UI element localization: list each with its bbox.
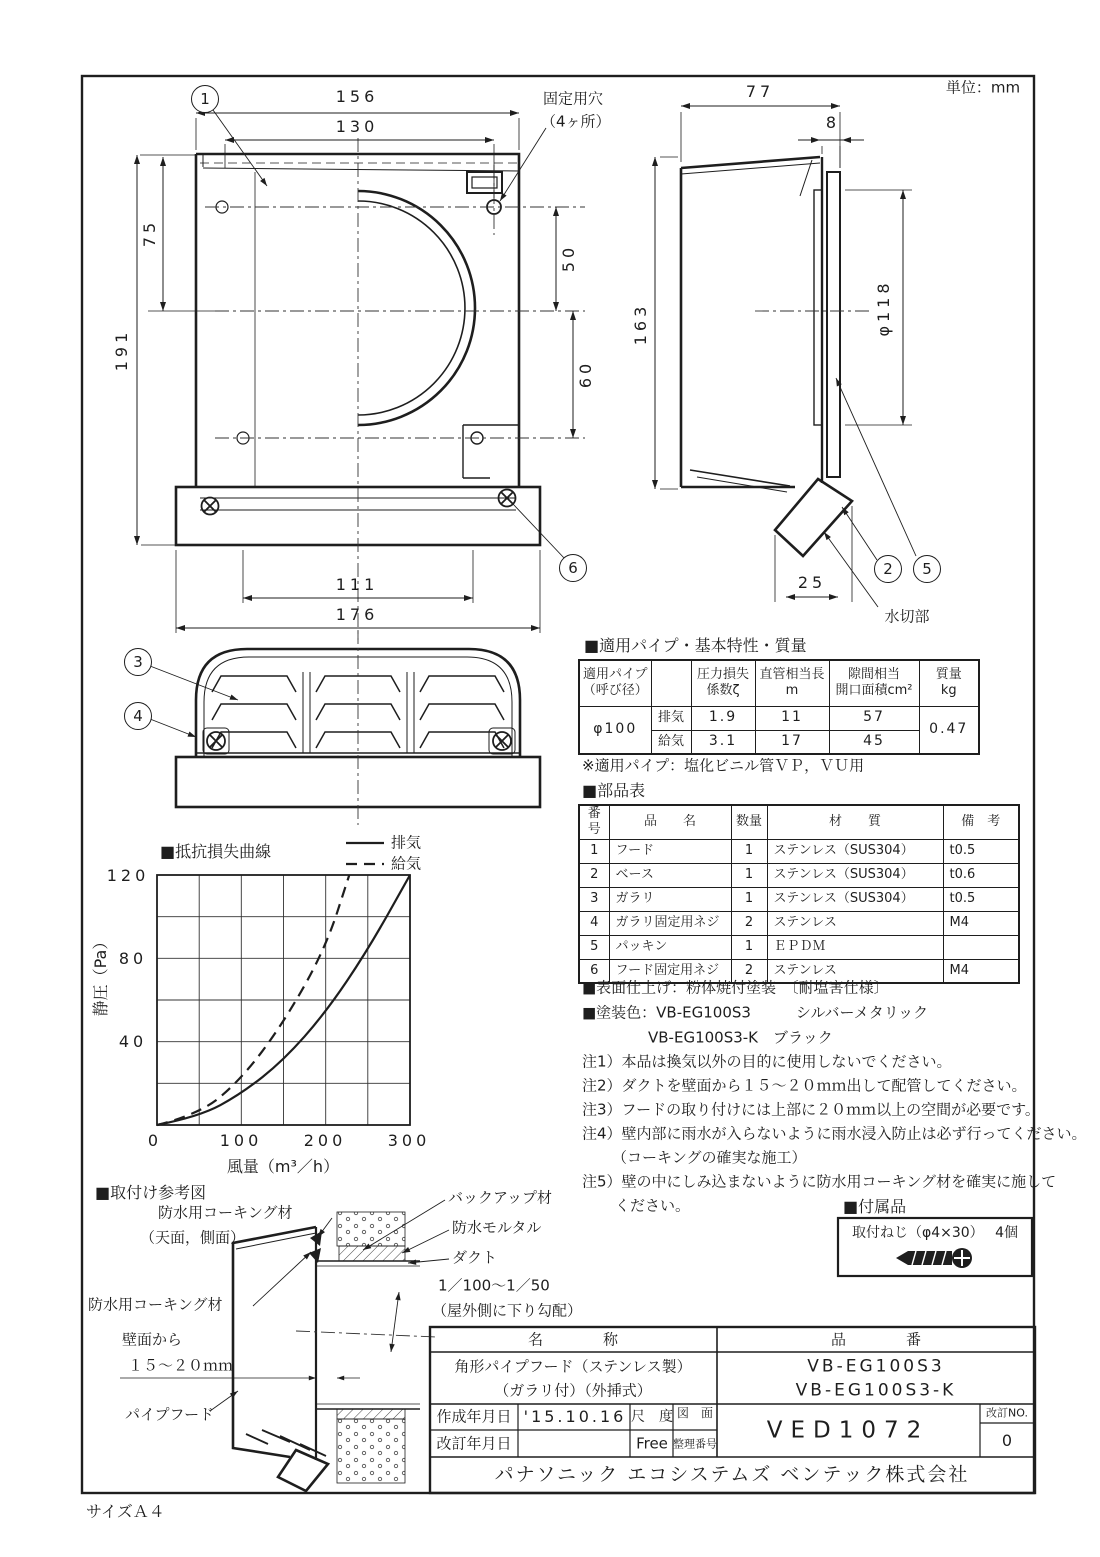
revision-label: 改訂NO. <box>986 1406 1028 1420</box>
install-wall-dist: １５～２０ｍｍ <box>128 1356 234 1375</box>
col-header-loss: 圧力損失 係数ζ <box>691 660 755 706</box>
table-row: φ100 排気 1.9 11 57 0.47 <box>579 706 979 730</box>
dim-25: 25 <box>797 573 827 592</box>
scale-label: 尺 度 <box>631 1409 673 1425</box>
x-tick-0: 0 <box>147 1131 163 1150</box>
note-5: 注5）壁の中にしみ込まないように防水用コーキング材を確実に施して <box>582 1172 1057 1191</box>
table-row: 給気 3.1 17 45 <box>579 730 979 754</box>
install-caulk-top: 防水用コーキング材 <box>158 1203 293 1222</box>
legend-exhaust: 排気 <box>391 833 422 852</box>
col-header-blank <box>651 660 691 706</box>
pipe-table-footnote: ※適用パイプ：塩化ビニル管ＶＰ，ＶＵ用 <box>582 756 865 775</box>
drawing-label-1: 図 面 <box>676 1406 714 1420</box>
fixing-hole-count: （4ヶ所） <box>541 112 611 131</box>
dim-8: 8 <box>825 113 841 132</box>
callout-base: 2 <box>874 555 902 583</box>
col-header-mass: 質量 kg <box>919 660 979 706</box>
created-date: '15.10.16 <box>523 1407 627 1426</box>
dim-176: 176 <box>335 605 379 624</box>
created-label: 作成年月日 <box>436 1407 512 1426</box>
table-row: 4 ガラリ固定用ネジ 2 ステンレス M4 <box>579 911 1019 935</box>
drawing-number: VED1072 <box>766 1417 930 1444</box>
y-tick-80: 80 <box>118 949 148 968</box>
install-slope2: （屋外側に下り勾配） <box>432 1301 583 1320</box>
unit-note: 単位：mm <box>945 78 1021 97</box>
chart <box>157 843 410 1125</box>
note-surface-finish: ■表面仕上げ：粉体焼付塗装 〔耐塩害仕様〕 <box>582 978 889 997</box>
chart-title: ■抵抗損失曲線 <box>160 842 272 861</box>
pipe-spec-table <box>578 659 980 755</box>
y-tick-120: 120 <box>106 866 150 885</box>
install-mortar: 防水モルタル <box>452 1218 542 1237</box>
dim-111: 111 <box>335 575 379 594</box>
paper-size-label: サイズＡ４ <box>86 1502 165 1521</box>
product-name-line1: 角形パイプフード（ステンレス製） <box>454 1357 692 1376</box>
callout-packing: 5 <box>913 555 941 583</box>
table-row: 6 フード固定用ネジ 2 ステンレス M4 <box>579 959 1019 983</box>
dim-77: 77 <box>745 82 775 101</box>
drawing-label-2: 整理番号 <box>673 1437 717 1451</box>
fixing-hole-label: 固定用穴 <box>543 89 604 108</box>
accessories-item: 取付ねじ（φ4×30） 4個 <box>851 1225 1019 1241</box>
legend-supply: 給気 <box>391 854 422 873</box>
parts-table <box>578 804 1020 984</box>
callout-hood: 1 <box>191 85 219 113</box>
note-2: 注2）ダクトを壁面から１５～２０ｍｍ出して配管してください。 <box>582 1076 1027 1095</box>
callout-louver: 3 <box>124 648 152 676</box>
chart-ylabel: 静圧（Pa） <box>91 933 110 1017</box>
accessories-title: ■付属品 <box>843 1197 907 1216</box>
note-5b: ください。 <box>615 1196 691 1215</box>
table-row: 3 ガラリ 1 ステンレス（SUS304） t0.5 <box>579 887 1019 911</box>
parts-header-row: 番号 品 名 数量 材 質 備 考 <box>579 805 1019 839</box>
install-caulk-top2: （天面，側面） <box>140 1228 246 1247</box>
col-header-gap: 隙間相当 開口面積cm² <box>829 660 919 706</box>
install-backup: バックアップ材 <box>448 1188 552 1207</box>
install-wall-from: 壁面から <box>122 1330 183 1349</box>
table-row: 5 パッキン 1 ＥＰＤＭ <box>579 935 1019 959</box>
install-slope: 1／100～1／50 <box>438 1276 550 1295</box>
dim-163: 163 <box>631 302 650 346</box>
drip-part-label: 水切部 <box>884 607 930 626</box>
chart-xlabel: 風量（m³／h） <box>226 1157 340 1176</box>
title-part-header: 品 番 <box>830 1330 922 1349</box>
part-number-2: VB-EG100S3-K <box>795 1380 957 1401</box>
callout-hood-screw: 6 <box>559 554 587 582</box>
note-1: 注1）本品は換気以外の目的に使用しないでください。 <box>582 1052 952 1071</box>
note-paint-color-1: ■塗装色：VB-EG100S3 シルバーメタリック <box>582 1003 929 1022</box>
front-view <box>137 110 585 640</box>
y-tick-40: 40 <box>118 1032 148 1051</box>
scale-value: Free <box>636 1434 668 1453</box>
dim-130: 130 <box>335 117 379 136</box>
company-name: パナソニック エコシステムズ ベンテック株式会社 <box>494 1463 970 1486</box>
table-row: 2 ベース 1 ステンレス（SUS304） t0.6 <box>579 863 1019 887</box>
callout-louver-screw: 4 <box>124 702 152 730</box>
table-row: 1 フード 1 ステンレス（SUS304） t0.5 <box>579 839 1019 863</box>
note-paint-color-2: VB-EG100S3-K ブラック <box>648 1028 833 1047</box>
note-4: 注4）壁内部に雨水が入らないように雨水浸入防止は必ず行ってください。 <box>582 1124 1087 1143</box>
revised-label: 改訂年月日 <box>436 1434 512 1453</box>
revision-number: 0 <box>1001 1431 1013 1450</box>
title-name-header: 名 称 <box>527 1330 619 1349</box>
parts-table-title: ■部品表 <box>582 781 646 800</box>
product-name-line2: （ガラリ付）（外挿式） <box>494 1381 652 1400</box>
dim-50: 50 <box>559 243 578 273</box>
col-header-pipe: 適用パイプ （呼び径） <box>579 660 651 706</box>
dim-75: 75 <box>140 218 159 248</box>
dim-156: 156 <box>335 87 379 106</box>
install-pipe-hood: パイプフード <box>125 1405 215 1424</box>
screw-icon <box>896 1248 972 1268</box>
install-title: ■取付け参考図 <box>95 1183 207 1202</box>
side-view <box>655 106 916 607</box>
louver-view <box>150 630 540 825</box>
part-number-1: VB-EG100S3 <box>807 1356 945 1377</box>
x-tick-100: 100 <box>219 1131 263 1150</box>
pipe-table-title: ■適用パイプ・基本特性・質量 <box>584 636 807 655</box>
note-3: 注3）フードの取り付けには上部に２０ｍｍ以上の空間が必要です。 <box>582 1100 1040 1119</box>
dim-phi118: φ118 <box>874 279 893 337</box>
note-4b: （コーキングの確実な施工） <box>612 1148 807 1167</box>
x-tick-200: 200 <box>303 1131 347 1150</box>
dim-191: 191 <box>112 328 131 372</box>
x-tick-300: 300 <box>387 1131 431 1150</box>
install-duct: ダクト <box>452 1248 498 1267</box>
dim-60: 60 <box>576 359 595 389</box>
install-caulk-left: 防水用コーキング材 <box>88 1295 223 1314</box>
col-header-duct: 直管相当長 m <box>755 660 829 706</box>
